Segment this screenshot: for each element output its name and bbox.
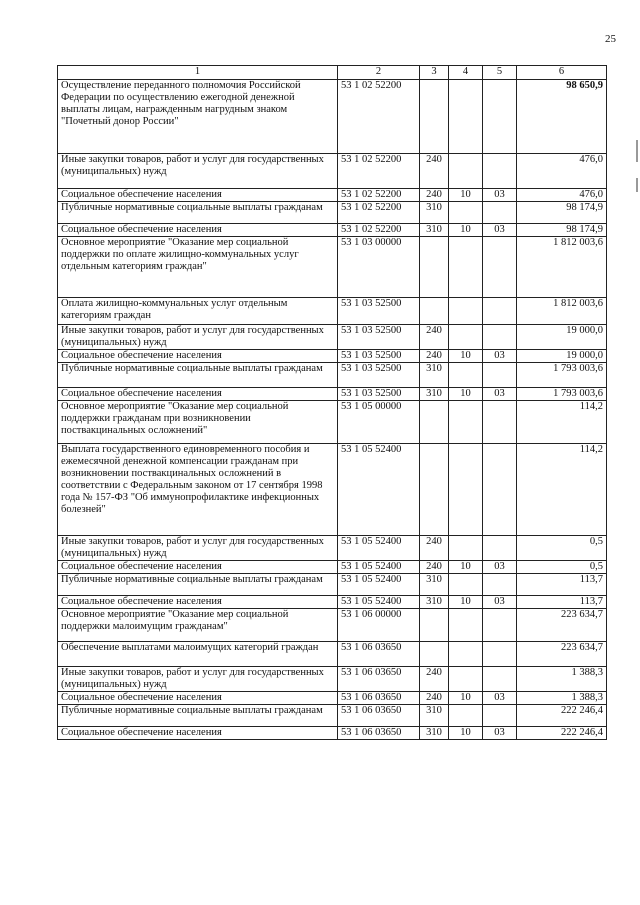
table-row — [58, 642, 607, 667]
row-col3-cell: 240 — [420, 536, 449, 561]
row-col3-cell — [420, 609, 449, 642]
row-name-cell: Иные закупки товаров, работ и услуг для государственных (муниципальных) нужд — [58, 154, 338, 189]
row-col4-cell: 10 — [449, 561, 483, 574]
row-col4-cell: 10 — [449, 350, 483, 363]
row-col4-cell — [449, 237, 483, 298]
table-body — [58, 80, 607, 740]
row-sum-cell: 1 388,3 — [517, 692, 607, 705]
row-col3-cell — [420, 237, 449, 298]
row-col3-cell: 310 — [420, 727, 449, 740]
row-col3-cell: 310 — [420, 596, 449, 609]
row-col5-cell — [483, 642, 517, 667]
table-row — [58, 224, 607, 237]
row-code-cell: 53 1 06 03650 — [338, 667, 420, 692]
row-col5-cell: 03 — [483, 388, 517, 401]
row-col3-cell: 310 — [420, 224, 449, 237]
row-sum-cell: 476,0 — [517, 189, 607, 202]
row-name-cell: Основное мероприятие "Оказание мер социальной поддержки гражданам при возникновении поствакцинальных осложнений" — [58, 401, 338, 444]
column-header-5: 5 — [483, 66, 517, 80]
row-col4-cell — [449, 154, 483, 189]
row-col5-cell — [483, 667, 517, 692]
row-col4-cell: 10 — [449, 388, 483, 401]
row-name-cell: Социальное обеспечение населения — [58, 692, 338, 705]
table-row — [58, 350, 607, 363]
row-col5-cell: 03 — [483, 692, 517, 705]
row-col5-cell — [483, 325, 517, 350]
row-code-cell: 53 1 02 52200 — [338, 189, 420, 202]
scan-mark — [636, 178, 638, 192]
column-header-3: 3 — [420, 66, 449, 80]
row-name-cell: Социальное обеспечение населения — [58, 224, 338, 237]
row-sum-cell: 114,2 — [517, 444, 607, 536]
row-code-cell: 53 1 05 52400 — [338, 444, 420, 536]
row-sum-cell: 113,7 — [517, 596, 607, 609]
row-name-cell: Социальное обеспечение населения — [58, 561, 338, 574]
row-code-cell: 53 1 05 52400 — [338, 536, 420, 561]
row-col3-cell: 240 — [420, 561, 449, 574]
row-code-cell: 53 1 06 00000 — [338, 609, 420, 642]
row-col3-cell: 310 — [420, 574, 449, 596]
row-col4-cell — [449, 298, 483, 325]
row-code-cell: 53 1 03 00000 — [338, 237, 420, 298]
row-col5-cell — [483, 574, 517, 596]
table-row — [58, 154, 607, 189]
row-name-cell: Иные закупки товаров, работ и услуг для государственных (муниципальных) нужд — [58, 325, 338, 350]
row-name-cell: Выплата государственного единовременного пособия и ежемесячной денежной компенсации гражданам при возникновении поствакцинальных осложнений в соответствии с Федеральным законом от 17 сентября 1998 года № 157-ФЗ "Об иммунопрофилактике инфекционных болезней" — [58, 444, 338, 536]
row-sum-cell: 19 000,0 — [517, 325, 607, 350]
row-col4-cell: 10 — [449, 692, 483, 705]
row-name-cell: Публичные нормативные социальные выплаты гражданам — [58, 574, 338, 596]
row-name-cell: Социальное обеспечение населения — [58, 727, 338, 740]
row-col5-cell — [483, 202, 517, 224]
row-name-cell: Публичные нормативные социальные выплаты гражданам — [58, 363, 338, 388]
row-col3-cell — [420, 80, 449, 154]
row-name-cell: Социальное обеспечение населения — [58, 596, 338, 609]
row-code-cell: 53 1 03 52500 — [338, 363, 420, 388]
row-col3-cell: 310 — [420, 202, 449, 224]
row-sum-cell: 114,2 — [517, 401, 607, 444]
row-sum-cell: 1 812 003,6 — [517, 298, 607, 325]
row-code-cell: 53 1 02 52200 — [338, 202, 420, 224]
row-col5-cell: 03 — [483, 224, 517, 237]
row-col5-cell — [483, 401, 517, 444]
row-col5-cell: 03 — [483, 727, 517, 740]
row-code-cell: 53 1 06 03650 — [338, 705, 420, 727]
row-code-cell: 53 1 06 03650 — [338, 642, 420, 667]
row-sum-cell: 98 650,9 — [517, 80, 607, 154]
column-header-4: 4 — [449, 66, 483, 80]
row-sum-cell: 0,5 — [517, 536, 607, 561]
row-col5-cell — [483, 298, 517, 325]
row-name-cell: Обеспечение выплатами малоимущих категорий граждан — [58, 642, 338, 667]
row-col5-cell — [483, 536, 517, 561]
row-code-cell: 53 1 03 52500 — [338, 325, 420, 350]
row-col4-cell — [449, 667, 483, 692]
table-row — [58, 325, 607, 350]
row-col3-cell: 240 — [420, 350, 449, 363]
page-number: 25 — [605, 33, 616, 45]
row-col5-cell — [483, 705, 517, 727]
row-col3-cell — [420, 444, 449, 536]
row-code-cell: 53 1 03 52500 — [338, 350, 420, 363]
table-row — [58, 80, 607, 154]
table-row — [58, 667, 607, 692]
row-col3-cell: 310 — [420, 705, 449, 727]
row-code-cell: 53 1 02 52200 — [338, 154, 420, 189]
row-name-cell: Осуществление переданного полномочия Российской Федерации по осуществлению ежегодной денежной выплаты лицам, награжденным нагрудным знаком "Почетный донор России" — [58, 80, 338, 154]
table-row — [58, 237, 607, 298]
table-row — [58, 202, 607, 224]
row-sum-cell: 0,5 — [517, 561, 607, 574]
row-col3-cell — [420, 401, 449, 444]
row-col4-cell — [449, 642, 483, 667]
row-col4-cell — [449, 363, 483, 388]
table-row — [58, 189, 607, 202]
row-col4-cell — [449, 80, 483, 154]
row-col3-cell — [420, 298, 449, 325]
row-code-cell: 53 1 03 52500 — [338, 388, 420, 401]
table-row — [58, 705, 607, 727]
row-col4-cell — [449, 325, 483, 350]
row-name-cell: Оплата жилищно-коммунальных услуг отдельным категориям граждан — [58, 298, 338, 325]
row-col3-cell: 240 — [420, 154, 449, 189]
scan-mark — [636, 140, 638, 162]
row-col5-cell — [483, 154, 517, 189]
row-col5-cell: 03 — [483, 350, 517, 363]
row-sum-cell: 1 793 003,6 — [517, 388, 607, 401]
row-col4-cell: 10 — [449, 189, 483, 202]
row-sum-cell: 1 793 003,6 — [517, 363, 607, 388]
table-row — [58, 727, 607, 740]
row-col3-cell: 240 — [420, 189, 449, 202]
row-col5-cell — [483, 363, 517, 388]
row-code-cell: 53 1 06 03650 — [338, 727, 420, 740]
row-col4-cell — [449, 444, 483, 536]
row-name-cell: Основное мероприятие "Оказание мер социальной поддержки малоимущим гражданам" — [58, 609, 338, 642]
row-code-cell: 53 1 02 52200 — [338, 224, 420, 237]
row-code-cell: 53 1 05 52400 — [338, 574, 420, 596]
row-name-cell: Социальное обеспечение населения — [58, 350, 338, 363]
row-name-cell: Основное мероприятие "Оказание мер социальной поддержки по оплате жилищно-коммунальных услуг отдельным категориям граждан" — [58, 237, 338, 298]
row-sum-cell: 1 388,3 — [517, 667, 607, 692]
row-col5-cell: 03 — [483, 189, 517, 202]
table-row — [58, 692, 607, 705]
row-col4-cell — [449, 609, 483, 642]
table-row — [58, 444, 607, 536]
row-sum-cell: 98 174,9 — [517, 202, 607, 224]
row-col5-cell — [483, 237, 517, 298]
row-col3-cell: 240 — [420, 325, 449, 350]
row-sum-cell: 222 246,4 — [517, 705, 607, 727]
row-col5-cell — [483, 80, 517, 154]
column-header-1: 1 — [58, 66, 338, 80]
row-sum-cell: 476,0 — [517, 154, 607, 189]
row-sum-cell: 223 634,7 — [517, 642, 607, 667]
row-col4-cell: 10 — [449, 224, 483, 237]
row-col3-cell: 310 — [420, 363, 449, 388]
row-col4-cell — [449, 401, 483, 444]
row-code-cell: 53 1 02 52200 — [338, 80, 420, 154]
row-code-cell: 53 1 05 00000 — [338, 401, 420, 444]
row-name-cell: Иные закупки товаров, работ и услуг для государственных (муниципальных) нужд — [58, 536, 338, 561]
row-col4-cell — [449, 705, 483, 727]
row-code-cell: 53 1 03 52500 — [338, 298, 420, 325]
row-code-cell: 53 1 06 03650 — [338, 692, 420, 705]
row-col4-cell: 10 — [449, 596, 483, 609]
row-col4-cell — [449, 202, 483, 224]
row-name-cell: Публичные нормативные социальные выплаты гражданам — [58, 705, 338, 727]
row-name-cell: Публичные нормативные социальные выплаты гражданам — [58, 202, 338, 224]
column-header-2: 2 — [338, 66, 420, 80]
table-row — [58, 298, 607, 325]
column-header-6: 6 — [517, 66, 607, 80]
row-name-cell: Социальное обеспечение населения — [58, 388, 338, 401]
row-code-cell: 53 1 05 52400 — [338, 596, 420, 609]
row-sum-cell: 222 246,4 — [517, 727, 607, 740]
row-name-cell: Социальное обеспечение населения — [58, 189, 338, 202]
row-code-cell: 53 1 05 52400 — [338, 561, 420, 574]
row-col3-cell: 310 — [420, 388, 449, 401]
table-row — [58, 401, 607, 444]
row-name-cell: Иные закупки товаров, работ и услуг для государственных (муниципальных) нужд — [58, 667, 338, 692]
row-sum-cell: 19 000,0 — [517, 350, 607, 363]
row-col5-cell: 03 — [483, 596, 517, 609]
row-col3-cell — [420, 642, 449, 667]
row-col5-cell: 03 — [483, 561, 517, 574]
row-col4-cell: 10 — [449, 727, 483, 740]
row-col5-cell — [483, 609, 517, 642]
table-row — [58, 561, 607, 574]
row-col5-cell — [483, 444, 517, 536]
row-sum-cell: 98 174,9 — [517, 224, 607, 237]
table-row — [58, 596, 607, 609]
table-row — [58, 388, 607, 401]
row-col4-cell — [449, 536, 483, 561]
row-col4-cell — [449, 574, 483, 596]
table-row — [58, 363, 607, 388]
row-sum-cell: 1 812 003,6 — [517, 237, 607, 298]
budget-table — [57, 65, 607, 740]
header-row — [58, 66, 607, 80]
table-row — [58, 609, 607, 642]
row-col3-cell: 240 — [420, 667, 449, 692]
table-row — [58, 536, 607, 561]
row-col3-cell: 240 — [420, 692, 449, 705]
table-row — [58, 574, 607, 596]
row-sum-cell: 223 634,7 — [517, 609, 607, 642]
row-sum-cell: 113,7 — [517, 574, 607, 596]
